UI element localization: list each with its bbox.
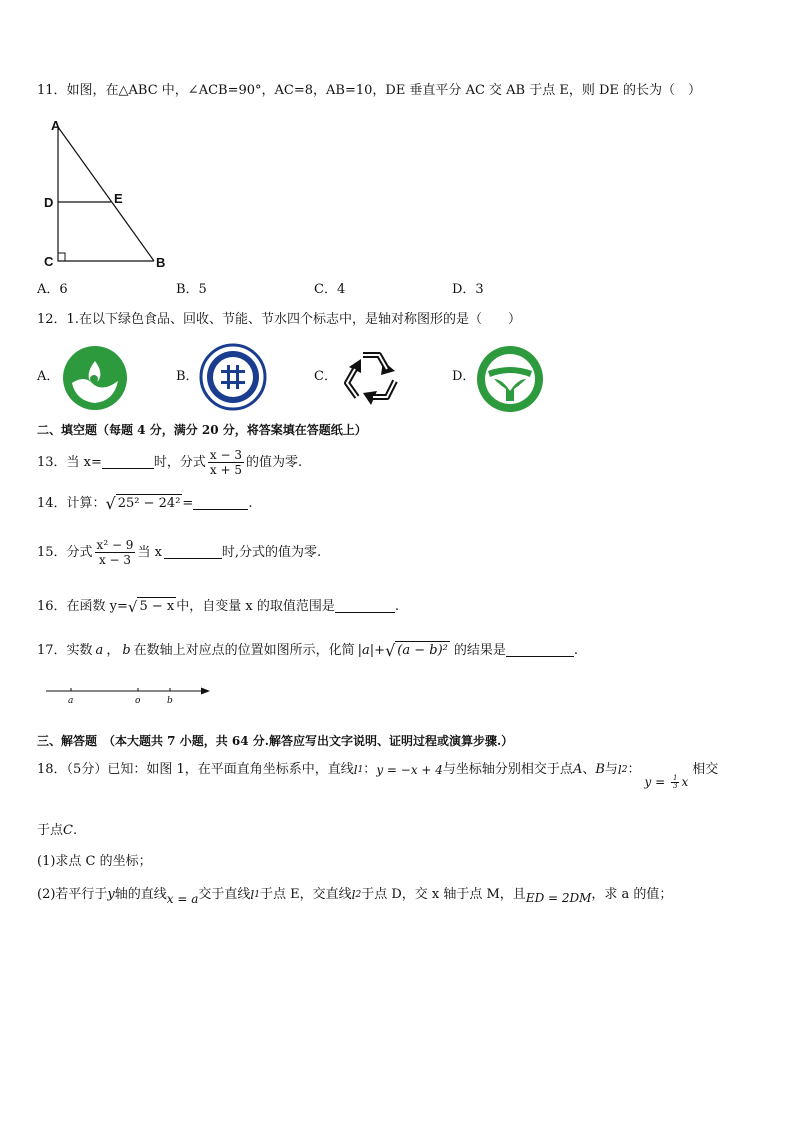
q14-equals: =: [182, 495, 194, 511]
label-A: A: [51, 118, 61, 133]
q17-var-b: b: [122, 642, 131, 658]
numberline-label-o: o: [135, 696, 141, 706]
q17-sep: ，: [106, 642, 120, 658]
q18-p2-l2: l: [351, 888, 356, 902]
label-B: B: [156, 255, 166, 270]
q18-p2-l1: l: [250, 888, 255, 902]
q11-text: 11．如图，在△ABC 中，∠ACB=90°，AC=8，AB=10，DE 垂直平分 AC 交 AB 于点 E，则 DE 的长为（ ）: [37, 83, 702, 98]
q15-numerator: x² − 9: [96, 538, 134, 552]
q13-text-a: 13．当 x=: [37, 454, 102, 470]
q18-part-2: [37, 886, 672, 904]
q16: [37, 597, 399, 616]
q13-blank[interactable]: [102, 456, 154, 469]
q18-eq2-num: 1: [673, 774, 678, 782]
q18-p2-eq: x = a: [166, 892, 199, 906]
label-C: C: [44, 254, 54, 269]
green-food-logo: [62, 345, 128, 411]
q12-option-c: C．: [314, 369, 337, 384]
q12-text: 12．1.在以下绿色食品、回收、节能、节水四个标志中，是轴对称图形的是（ ）: [37, 312, 521, 327]
q17-text-b: 在数轴上对应点的位置如图所示，化简: [133, 642, 355, 658]
q18-end: 相交: [692, 762, 719, 777]
q18-point-c: C: [63, 823, 73, 838]
q18-p2-d: 于点 E，交直线: [260, 887, 352, 902]
q18-equation-1: y = −x + 4: [376, 763, 443, 777]
numberline-label-b: b: [167, 696, 173, 706]
q18-p2-eq2: ED = 2DM: [525, 891, 592, 905]
q13-fraction: [208, 448, 244, 477]
q18-p2-l2-sub: 2: [355, 890, 362, 900]
label-D: D: [44, 195, 54, 210]
q18-eq2-den: 3: [673, 782, 678, 790]
q18-point-a: A: [572, 762, 583, 777]
q18-eq2-x: x: [681, 775, 689, 789]
q18-part-1: (1)求点 C 的坐标；: [37, 854, 152, 869]
q18-p2-e: 于点 D，交 x 轴于点 M，且: [361, 887, 526, 902]
section-3-heading: 三、解答题 （本大题共 7 小题，共 64 分.解答应写出文字说明、证明过程或演算步骤.）: [37, 734, 514, 748]
label-E: E: [114, 191, 123, 206]
numberline-label-a: a: [68, 696, 74, 706]
q18-p2-b: 轴的直线: [114, 887, 167, 902]
q18-l2: l: [617, 763, 622, 777]
q15-blank[interactable]: [164, 546, 222, 559]
q18-line2-b: .: [72, 823, 78, 838]
recycle-logo: [337, 345, 405, 411]
q12-option-a: A．: [37, 369, 60, 384]
q16-text-a: 16．在函数 y=: [37, 598, 128, 614]
q18-p2-f: ，求 a 的值；: [591, 887, 673, 902]
q17: [37, 641, 578, 660]
q17-expression-1: |a|+: [357, 642, 386, 658]
q18-eq2-lhs: y =: [644, 775, 666, 789]
q15-text-b: 当 x: [137, 544, 162, 560]
water-saving-logo: [476, 345, 544, 413]
sqrt-icon: √: [105, 493, 116, 513]
q18-point-b: B: [595, 762, 605, 777]
q18-p2-l1-sub: 1: [254, 890, 260, 900]
q13-denominator: x + 5: [209, 463, 243, 477]
sqrt-icon: √: [127, 597, 138, 616]
q18-eq2-fraction: [671, 775, 679, 790]
q18-p2-a: (2)若平行于: [37, 887, 108, 902]
q18-sep-ab: 、: [582, 762, 596, 777]
q12-option-b: B．: [176, 369, 199, 384]
sqrt-icon: √: [385, 640, 396, 660]
q14-text-a: 14．计算：: [37, 495, 106, 511]
q18-p2-c: 交于直线: [198, 887, 251, 902]
q15-text-a: 15．分式: [37, 544, 93, 560]
energy-saving-logo: [199, 343, 267, 411]
q18-intro: 18．（5分）已知：如图 1，在平面直角坐标系中，直线: [37, 762, 354, 777]
q15-fraction: [95, 538, 136, 567]
q11-option-d: D．3: [452, 282, 484, 297]
q15-text-c: 时,分式的值为零.: [221, 544, 322, 560]
q12-option-d: D．: [452, 369, 476, 384]
q11-option-c: C．4: [314, 282, 346, 297]
q17-var-a: a: [95, 642, 104, 658]
q18-line-2: [37, 822, 77, 840]
q11-option-a: A．6: [37, 282, 68, 297]
q14-blank[interactable]: [193, 497, 248, 510]
q18-colon-2: ：: [627, 762, 641, 777]
q18-line2-a: 于点: [37, 823, 64, 838]
q14: [37, 494, 252, 513]
q18-mid: 与坐标轴分别相交于点: [442, 762, 573, 777]
q13-numerator: x − 3: [209, 448, 243, 462]
triangle-figure: [40, 112, 180, 272]
q15: [37, 538, 321, 567]
q18-l2-sub: 2: [621, 765, 628, 775]
q13-text-c: 的值为零.: [246, 454, 303, 470]
q17-text-c: 的结果是: [453, 642, 506, 658]
q18-l1: l: [353, 763, 358, 777]
q18-p2-y: y: [107, 887, 115, 902]
section-2-heading: 二、填空题（每题 4 分，满分 20 分，将答案填在答题纸上）: [37, 423, 367, 437]
q11-option-b: B．5: [176, 282, 207, 297]
q13: [37, 448, 302, 477]
q16-blank[interactable]: [335, 600, 395, 613]
q16-expression: 5 − x: [139, 599, 175, 614]
q18-equation-2: [645, 773, 689, 791]
q16-text-b: 中，自变量 x 的取值范围是: [176, 598, 335, 614]
q18-line-1: [37, 761, 719, 790]
q13-text-b: 时，分式: [153, 454, 206, 470]
q18-l1-sub: 1: [357, 765, 364, 775]
q18-with: 与: [604, 762, 618, 777]
q18-colon-1: ：: [363, 762, 377, 777]
q14-text-c: .: [248, 495, 253, 511]
q17-text-a: 17．实数: [37, 642, 93, 658]
q15-denominator: x − 3: [98, 553, 132, 567]
q17-blank[interactable]: [506, 644, 574, 657]
q17-text-d: .: [573, 642, 579, 658]
q16-text-c: .: [394, 598, 399, 614]
q17-expression-2: (a − b)²: [397, 643, 448, 658]
q14-expression: 25² − 24²: [117, 496, 181, 511]
